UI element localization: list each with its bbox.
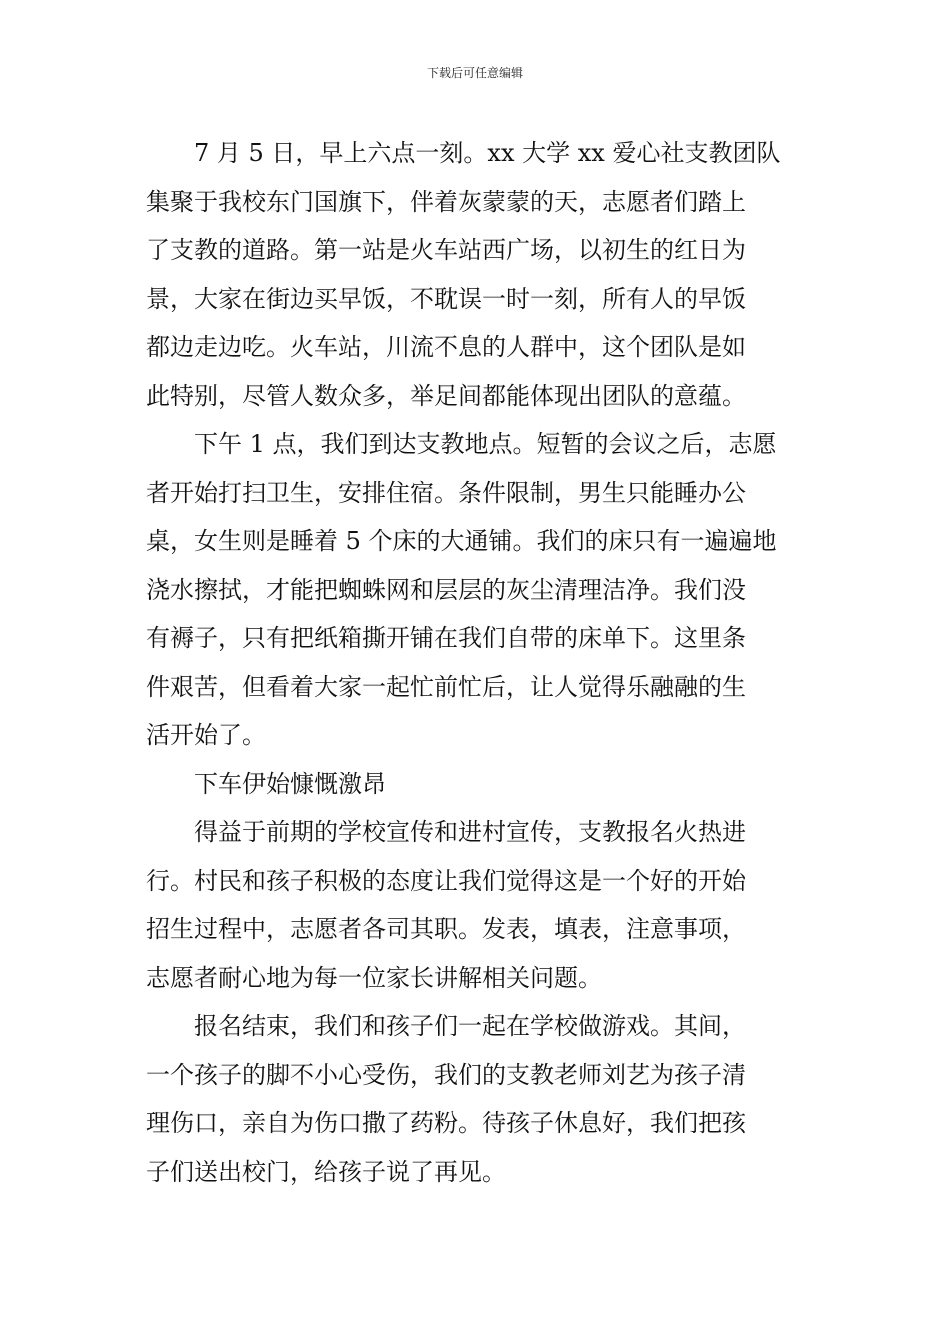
page-header: 下载后可任意编辑 [426, 66, 523, 80]
text-line: 桌，女生则是睡着 5 个床的大通铺。我们的床只有一遍遍地 [146, 527, 777, 555]
text-line: 一个孩子的脚不小心受伤，我们的支教老师刘艺为孩子清 [146, 1060, 746, 1089]
text-line: 景，大家在街边买早饭，不耽误一时一刻，所有人的早饭 [146, 284, 746, 313]
text-line: 理伤口，亲自为伤口撒了药粉。待孩子休息好，我们把孩 [146, 1109, 746, 1137]
text-line: 7 月 5 日，早上六点一刻。xx 大学 xx 爱心社支教团队 [194, 139, 781, 167]
text-line: 件艰苦，但看着大家一起忙前忙后，让人觉得乐融融的生 [146, 672, 746, 701]
text-line: 下车伊始慷慨激昂 [194, 769, 386, 798]
text-line: 志愿者耐心地为每一位家长讲解相关问题。 [146, 963, 602, 992]
text-line: 有褥子，只有把纸箱撕开铺在我们自带的床单下。这里条 [146, 624, 746, 652]
paragraph-4 [146, 1002, 806, 1196]
text-line: 活开始了。 [146, 721, 266, 749]
paragraph-2 [146, 420, 806, 760]
text-line: 浇水擦拭，才能把蜘蛛网和层层的灰尘清理洁净。我们没 [146, 575, 746, 604]
section-heading [146, 760, 806, 809]
text-line: 得益于前期的学校宣传和进村宣传，支教报名火热进 [194, 818, 746, 846]
text-line: 了支教的道路。第一站是火车站西广场，以初生的红日为 [146, 236, 746, 264]
text-line: 集聚于我校东门国旗下，伴着灰蒙蒙的天，志愿者们踏上 [146, 187, 746, 216]
paragraph-3 [146, 808, 806, 1002]
text-line: 者开始打扫卫生，安排住宿。条件限制，男生只能睡办公 [146, 478, 746, 507]
text-line: 子们送出校门，给孩子说了再见。 [146, 1157, 506, 1186]
text-line: 下午 1 点，我们到达支教地点。短暂的会议之后，志愿 [194, 430, 777, 458]
document-body [146, 129, 806, 1196]
text-line: 都边走边吃。火车站，川流不息的人群中，这个团队是如 [146, 333, 746, 361]
text-line: 此特别，尽管人数众多，举足间都能体现出团队的意蕴。 [146, 381, 746, 410]
paragraph-1 [146, 129, 806, 420]
text-line: 报名结束，我们和孩子们一起在学校做游戏。其间， [194, 1012, 746, 1040]
text-line: 招生过程中，志愿者各司其职。发表，填表，注意事项， [146, 915, 746, 943]
text-line: 行。村民和孩子积极的态度让我们觉得这是一个好的开始 [146, 866, 746, 895]
